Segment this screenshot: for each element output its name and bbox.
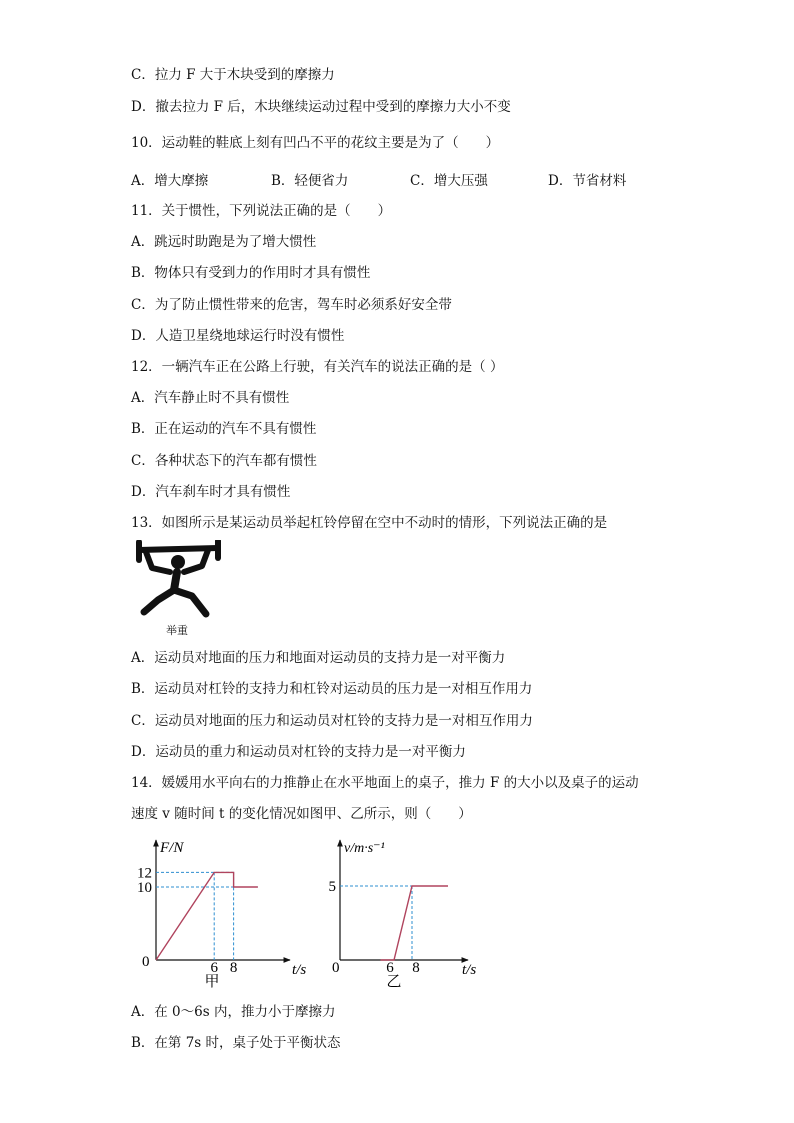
- q13-option-c: C．运动员对地面的压力和运动员对杠铃的支持力是一对相互作用力: [131, 713, 533, 729]
- q12-option-a: A．汽车静止时不具有惯性: [131, 390, 290, 406]
- q14-option-b: B．在第 7s 时，桌子处于平衡状态: [131, 1035, 341, 1051]
- force-curve: [156, 872, 258, 960]
- x-tick-label: 8: [229, 960, 238, 976]
- velocity-curve: [381, 886, 449, 960]
- q12-option-c: C．各种状态下的汽车都有惯性: [131, 453, 317, 469]
- figure-caption: 举重: [166, 624, 188, 637]
- x-tick-label: 6: [210, 960, 218, 976]
- y-tick-label: 12: [137, 865, 152, 882]
- q13-option-b: B．运动员对杠铃的支持力和杠铃对运动员的压力是一对相互作用力: [131, 681, 533, 697]
- q11-stem: 11．关于惯性，下列说法正确的是（ ）: [131, 203, 392, 219]
- y-axis-label: F/N: [160, 840, 184, 856]
- q10-option-d: D．节省材料: [548, 173, 627, 189]
- q10-option-b: B．轻便省力: [271, 173, 349, 189]
- q10-stem: 10．运动鞋的鞋底上刻有凹凸不平的花纹主要是为了（ ）: [131, 135, 500, 151]
- q11-option-a: A．跳远时助跑是为了增大惯性: [131, 234, 317, 250]
- chart-caption: 乙: [386, 974, 402, 990]
- q11-option-b: B．物体只有受到力的作用时才具有惯性: [131, 265, 371, 281]
- weightlifter-figure: [134, 540, 226, 640]
- q11-option-c: C．为了防止惯性带来的危害，驾车时必须系好安全带: [131, 297, 452, 313]
- q9-option-c: C．拉力 F 大于木块受到的摩擦力: [131, 67, 335, 83]
- x-axis-label: t/s: [292, 962, 307, 978]
- origin-label: 0: [142, 954, 150, 970]
- q14-stem-line2: 速度 v 随时间 t 的变化情况如图甲、乙所示，则（ ）: [131, 806, 472, 822]
- q10-option-a: A．增大摩擦: [131, 173, 209, 189]
- y-tick-label: 10: [137, 880, 152, 896]
- q12-option-b: B．正在运动的汽车不具有惯性: [131, 421, 317, 437]
- q12-option-d: D．汽车刹车时才具有惯性: [131, 484, 291, 500]
- q13-option-d: D．运动员的重力和运动员对杠铃的支持力是一对平衡力: [131, 744, 466, 760]
- y-axis-label: v/m·s⁻¹: [344, 841, 385, 856]
- q13-stem: 13．如图所示是某运动员举起杠铃停留在空中不动时的情形，下列说法正确的是: [131, 515, 608, 531]
- x-tick-label: 8: [412, 960, 420, 976]
- force-time-chart: [130, 832, 320, 992]
- chart-caption: 甲: [204, 974, 220, 990]
- q12-stem: 12．一辆汽车正在公路上行驶，有关汽车的说法正确的是（ ）: [131, 359, 504, 375]
- q9-option-d: D．撤去拉力 F 后，木块继续运动过程中受到的摩擦力大小不变: [131, 99, 511, 115]
- q14-stem-line1: 14．媛媛用水平向右的力推静止在水平地面上的桌子，推力 F 的大小以及桌子的运动: [131, 775, 639, 791]
- y-tick-label: 5: [328, 879, 336, 895]
- q13-option-a: A．运动员对地面的压力和地面对运动员的支持力是一对平衡力: [131, 650, 506, 666]
- q11-option-d: D．人造卫星绕地球运行时没有惯性: [131, 328, 345, 344]
- origin-label: 0: [332, 960, 340, 976]
- x-tick-label: 6: [386, 960, 394, 976]
- q10-option-c: C．增大压强: [410, 173, 488, 189]
- q14-option-a: A．在 0～6s 内，推力小于摩擦力: [131, 1004, 336, 1020]
- x-axis-label: t/s: [462, 962, 477, 978]
- velocity-time-chart: [318, 832, 488, 992]
